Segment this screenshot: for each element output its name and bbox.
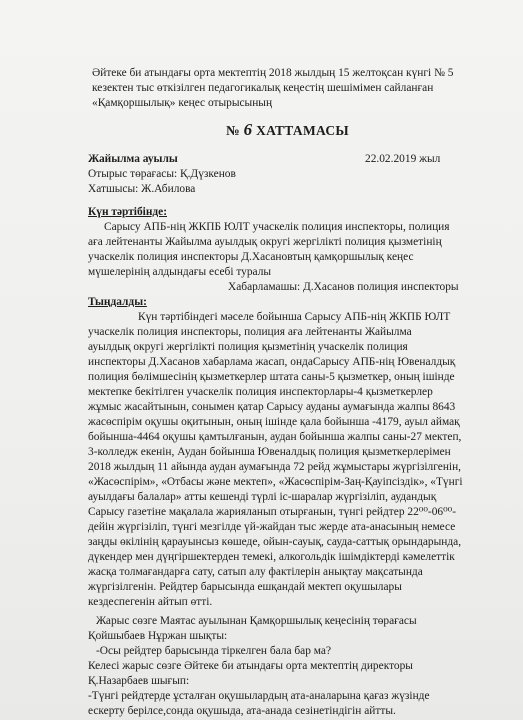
discussion-line: ескерту берілсе,сонда оқушыда, ата-анада сезінетіндігін айтты. <box>88 705 396 717</box>
heard-line: 3-колледж екенін, Аудан бойынша Ювеналдық полиция қызметкерлерімен <box>88 446 451 458</box>
agenda-line: учаскелік полиция инспекторы Д.Хасановтың қамқоршылық кеңес <box>88 251 414 263</box>
heard-heading: Тыңдалды: <box>88 296 147 308</box>
agenda-line: аға лейтенанты Жайылма ауылдық округі жергілікті полиция қызметінің <box>88 236 442 248</box>
heard-line: жасқа толмағандарға сату, сатып алу фактілерін анықтау мақсатында <box>88 566 423 578</box>
discussion-line: -Түнгі рейдтерде ұсталған оқушылардың ата-аналарына қағаз жүзінде <box>88 690 430 702</box>
heard-line: учаскелік полиция инспекторы, полиция аға лейтенанты Жайылма <box>88 326 412 338</box>
heard-line: жүргізілгенін. Рейдтер барысында ешқандай мектеп оқушылары <box>88 581 402 593</box>
heard-line: Күн тәртібіндегі мәселе бойынша Сарысу АПБ-нің ЖКПБ ЮЛТ <box>138 311 451 323</box>
meeting-place: Жайылма ауылы <box>88 153 178 165</box>
meeting-chair: Отырыс төрағасы: Қ.Дүзкенов <box>88 168 236 180</box>
title-text: ХАТТАМАСЫ <box>256 123 349 138</box>
heard-line: дүкендер мен дүңгіршектерден темекі, алкогольдік ішімдіктерді кәмелеттік <box>88 551 455 563</box>
title-number: 6 <box>243 120 253 139</box>
agenda-line: мүшелерінің алдындағы есебі туралы <box>88 266 272 278</box>
heard-line: Сарысу газетіне мақалала жарияланып отырғанын, түнгі рейдтер 22⁰⁰-06⁰⁰- <box>88 506 457 518</box>
heard-line: 2018 жылдың 11 айында аудан аумағында 72 рейд жұмыстары жүргізілгенін, <box>88 461 462 473</box>
agenda-speaker: Хабарламашы: Д.Хасанов полиция инспекторы <box>228 281 459 293</box>
heard-line: жұмыс жасайтынын, сонымен қатар Сарысу ауданы аумағында жалпы 8643 <box>88 401 456 413</box>
document-title <box>226 120 349 141</box>
heard-line: ауылдағы балалар» атты кешенді түрлі іс-шаралар жүргізіліп, аудандық <box>88 491 437 503</box>
discussion-line: -Осы рейдтер барысында тіркелген бала бар ма? <box>96 645 332 657</box>
heard-line: мектепке бекітілген учаскелік полиция инспекторлары-4 қызметкерлер <box>88 386 433 398</box>
meeting-date: 22.02.2019 жыл <box>365 153 441 165</box>
heard-line: полиция бөлімшесінің қызметкерлер штата саны-5 қызметкер, оның ішінде <box>88 371 455 383</box>
discussion-line: Жарыс сөзге Маятас ауылынан Қамқоршылық кеңесінің төрағасы <box>96 615 417 627</box>
discussion-line: Қойшыбаев Нұржан шықты: <box>88 630 228 642</box>
heard-line: «Жасөспірім», «Отбасы және мектеп», «Жасөспірім-Заң-Қауіпсіздік», «Түнгі <box>88 476 463 488</box>
heard-line: инспекторы Д.Хасанов хабарлама жасап, ондаСарысу АПБ-нің Ювеналдық <box>88 356 456 368</box>
agenda-heading: Күн тәртібінде: <box>88 206 167 218</box>
header-line-2: кезектен тыс өткізілген педагогикалық кеңестің шешімімен сайланған <box>92 82 434 94</box>
title-number-sign: № <box>226 123 240 138</box>
heard-line: дейін жүргізіліп, түнгі мезгілде үй-жайдан тыс жерде ата-анасының немесе <box>88 521 456 533</box>
heard-line: заңды өкілінің қарауынсыз көшеде, ойын-сауық, сауда-саттық орындарында, <box>88 536 462 548</box>
agenda-line: Сарысу АПБ-нің ЖКПБ ЮЛТ учаскелік полиция инспекторы, полиция <box>104 221 450 233</box>
discussion-line: Қ.Назарбаев шығып: <box>88 675 190 687</box>
heard-line: бойынша-4464 оқушы қамтылғанын, аудан бойынша жалпы саны-27 мектеп, <box>88 431 462 443</box>
meeting-secretary: Хатшысы: Ж.Абилова <box>88 183 196 195</box>
heard-line: жасөспірім оқушы оқитынын, оның ішінде қала бойынша -4179, ауыл аймақ <box>88 416 460 428</box>
discussion-line: Келесі жарыс сөзге Әйтеке би атындағы орта мектептің директоры <box>88 660 413 672</box>
heard-line: ауылдық округі жергілікті полиция қызметінің учаскелік полиция <box>88 341 408 353</box>
header-line-3: «Қамқоршылық» кеңес отырысының <box>92 97 273 109</box>
heard-line: кездеспегенін айтып өтті. <box>88 596 213 608</box>
header-line-1: Әйтеке би атындағы орта мектептің 2018 жылдың 15 желтоқсан күнгі № 5 <box>92 67 454 79</box>
